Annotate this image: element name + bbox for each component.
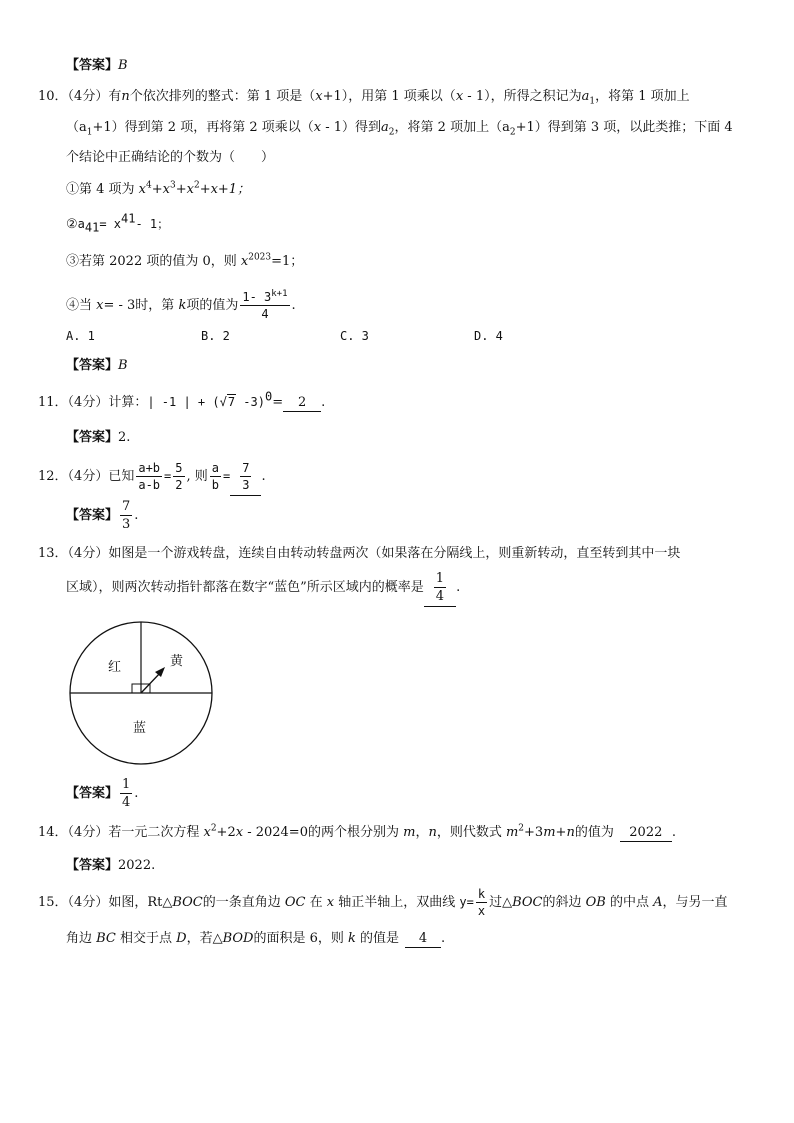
region-red-label: 红 [108, 660, 122, 675]
region-yellow-label: 黄 [170, 654, 184, 669]
question-number: 12．（4分） [38, 469, 109, 484]
answer-label: 【答案】 [66, 58, 119, 73]
pointer-arrowhead [155, 667, 165, 677]
q11-answer [66, 430, 130, 446]
q10-statement-1: ①第 4 项为 $x^4+x^3+x^2+x+1$； [66, 180, 251, 197]
answer-value: 2. [118, 430, 131, 445]
fraction: $\frac{1}{4}$ [122, 777, 131, 810]
q15-line1: 15．（4分）如图，Rt△BOC的一条直角边 OC 在 x 轴正半轴上，双曲线 y= $\frac{k}{x}$ 过△BOC的斜边 OB 的中点 A，与另一直 [38, 887, 728, 918]
fraction: $\frac{1- 3^{k+1}}{4}$ [242, 289, 288, 321]
q10-statement-2: $②a_{41}= x^{41}-$ 1； [66, 211, 170, 235]
answer-label: 【答案】 [66, 786, 119, 801]
q10-line2: $(a_1+1)$得到第 2 项，再将第 2 项乘以（x - 1）得到$a_2$，将第 2 项加上$(a_2+1)$得到第 3 项，以此类推；下面 4 [66, 120, 733, 138]
answer-value: B [118, 358, 128, 373]
q10-answer [66, 358, 128, 374]
answer-blank: 2022 [620, 825, 672, 842]
question-number: 11．（4分） [38, 395, 109, 410]
q10-option-b: B. 2 [201, 329, 230, 343]
fraction: $\frac{7}{3}$ [122, 499, 131, 532]
answer-blank: 4 [405, 931, 441, 948]
sqrt-radicand: 7 [227, 395, 236, 409]
fraction: $\frac{k}{x}$ [477, 887, 486, 918]
q10-line3: 个结论中正确结论的个数为（ ） [66, 150, 275, 165]
q12-answer: 【答案】 $\frac{7}{3}$ . [66, 499, 139, 532]
q9-answer [66, 58, 128, 74]
fraction: $\frac{7}{3}$ [242, 461, 250, 492]
q10-option-c: C. 3 [340, 329, 369, 343]
q13-line2: 区域），则两次转动指针都落在数字“蓝色”所示区域内的概率是 $\frac{1}{4}$ . [66, 570, 460, 607]
answer-value: B [118, 58, 128, 73]
q13-answer: 【答案】 $\frac{1}{4}$ . [66, 777, 139, 810]
fraction: $\frac{5}{2}$ [175, 461, 183, 492]
q10-statement-4: ④当 x= - 3时，第 k项的值为 $\frac{1- 3^{k+1}}{4}$ . [66, 289, 296, 321]
fraction: $\frac{1}{4}$ [435, 571, 445, 604]
fraction: $\frac{a+b}{a-b}$ [138, 461, 161, 492]
q13-line1: 13．（4分）如图是一个游戏转盘，连续自由转动转盘两次（如果落在分隔线上，则重新转动，直至转到其中一块 [38, 546, 681, 561]
spinner-diagram [68, 620, 214, 766]
question-number: 14．（4分） [38, 825, 109, 840]
answer-value: 2022. [118, 858, 156, 873]
answer-blank [230, 459, 261, 496]
answer-label: 【答案】 [66, 358, 119, 373]
answer-blank [424, 570, 456, 607]
q10-option-a: A. 1 [66, 329, 95, 343]
answer-blank: 2 [283, 395, 321, 412]
fraction: $\frac{a}{b}$ [211, 461, 219, 492]
q10-line1: 10．（4分）有n个依次排列的整式：第 1 项是（x+1），用第 1 项乘以（x - 1），所得之积记为$a_1$，将第 1 项加上 [38, 89, 690, 107]
region-blue-label: 蓝 [133, 721, 147, 736]
q15-line2: 角边 BC 相交于点 D，若△BOD的面积是 6，则 k 的值是 4 . [66, 931, 446, 946]
question-number: 13．（4分） [38, 546, 109, 561]
q14-question: 14．（4分）若一元二次方程 $x^2+2x - 2024=0$的两个根分别为 m，n，则代数式 $m^2+3m+n$的值为 2022 . [38, 823, 676, 840]
q12-question: 12．（4分）已知 $\frac{a+b}{a-b}$ = $\frac{5}{2}$ , 则 $\frac{a}{b}$ = $\frac{7}{3}$ . [38, 458, 266, 496]
answer-label: 【答案】 [66, 858, 119, 873]
q11-question: 11．（4分）计算：| -1 | + (√7 -3)$^0$= 2 . [38, 389, 326, 410]
q10-option-d: D. 4 [474, 329, 503, 343]
spinner-pointer [141, 672, 161, 693]
question-number: 15．（4分） [38, 895, 109, 910]
q10-statement-3: ③若第 2022 项的值为 0，则 $x^{2023}=1$； [66, 252, 304, 269]
question-number: 10．（4分） [38, 89, 109, 104]
answer-label: 【答案】 [66, 508, 119, 523]
q14-answer [66, 858, 155, 874]
sqrt-sign: √ [219, 395, 227, 409]
answer-label: 【答案】 [66, 430, 119, 445]
